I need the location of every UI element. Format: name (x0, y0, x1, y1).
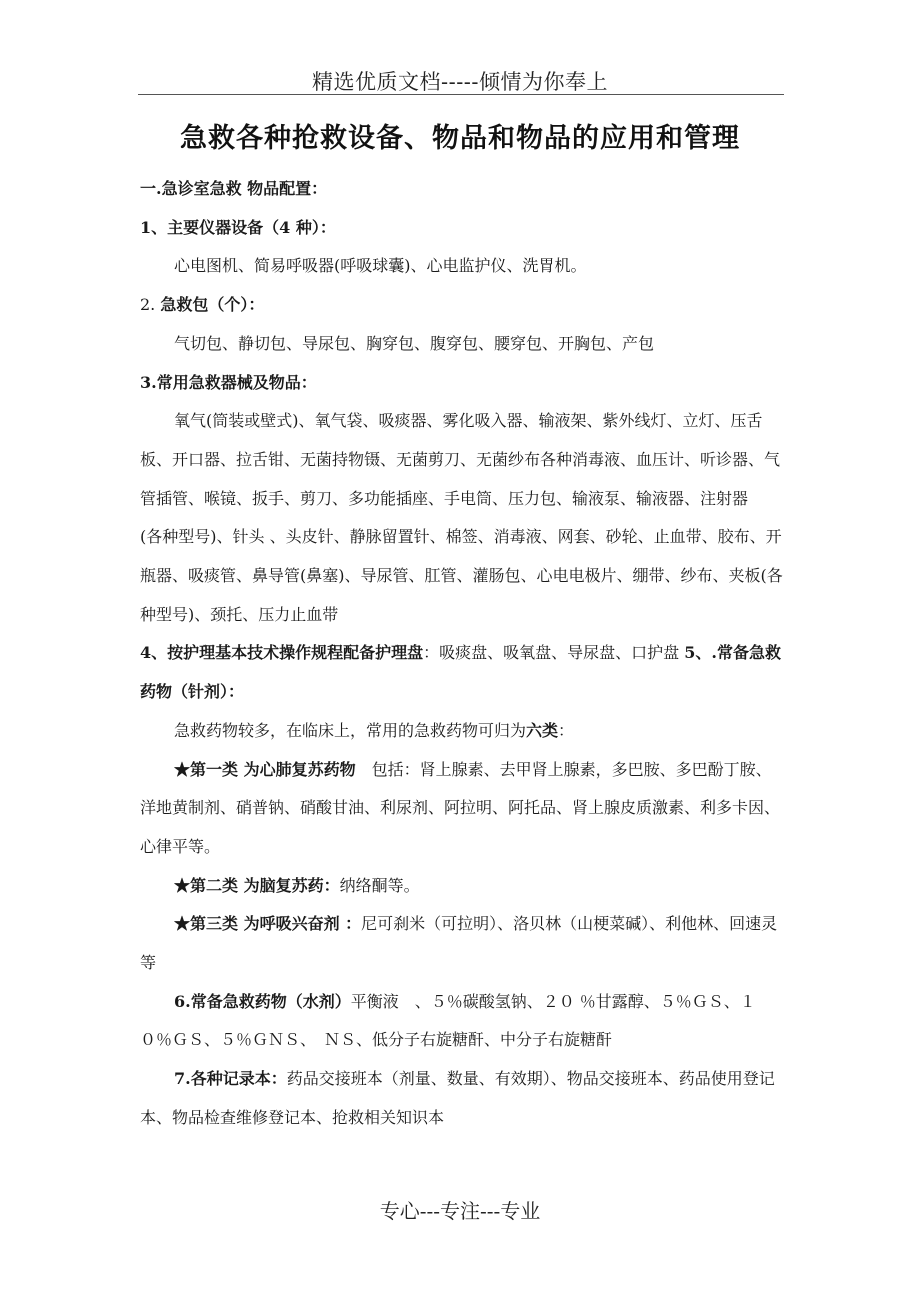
section-1-1-heading: 1、主要仪器设备（4 种）： (140, 217, 336, 237)
section-2-body: 气切包、静切包、导尿包、胸穿包、腹穿包、腰穿包、开胸包、产包 (174, 333, 655, 353)
document-body (140, 170, 784, 1138)
section-1-1-body: 心电图机、简易呼吸器(呼吸球囊)、心电监护仪、洗胃机。 (174, 256, 587, 276)
page-header: 精选优质文档-----倾情为你奉上 (312, 70, 608, 94)
drug-class-2 (140, 867, 784, 906)
section-6-heading: 6.常备急救药物（水剂） (174, 991, 351, 1011)
section-2-heading-line (140, 286, 784, 325)
six-classes-emphasis: 六类 (526, 720, 559, 740)
drug-class-1 (140, 751, 784, 867)
section-7 (140, 1060, 784, 1137)
section-7-body: 药品交接班本（剂量、数量、有效期）、物品交接班本、药品使用登记本、物品检查维修登记本、抢救相关知识本 (140, 1069, 775, 1127)
header-divider (138, 94, 784, 95)
document-title: 急救各种抢救设备、物品和物品的应用和管理 (180, 123, 740, 154)
drug-class-3-body: 尼可刹米（可拉明）、洛贝林（山梗菜碱）、利他林、回速灵等 (140, 914, 778, 973)
drug-class-1-body: 包括：肾上腺素、去甲肾上腺素，多巴胺、多巴酚丁胺、洋地黄制剂、硝普钠、硝酸甘油、利尿剂、阿拉明、阿托品、肾上腺皮质激素、利多卡因、心律平等。 (140, 759, 781, 856)
page-footer: 专心---专注---专业 (379, 1199, 541, 1223)
drug-class-1-label: ★第一类 为心肺复苏药物 (174, 759, 356, 779)
drug-class-3 (140, 905, 784, 982)
section-4-body: ：吸痰盘、吸氧盘、导尿盘、口护盘 (423, 643, 680, 663)
section-3-heading: 3.常用急救器械及物品： (140, 372, 317, 392)
section-4-heading: 4、按护理基本技术操作规程配备护理盘 (140, 643, 424, 663)
section-5-intro-text: 急救药物较多，在临床上，常用的急救药物可归为 (174, 720, 527, 740)
section-5-intro-colon: ： (558, 720, 575, 740)
section-6 (140, 983, 784, 1060)
section-2-heading: 急救包（个）： (160, 295, 265, 315)
section-2-number: 2. (140, 295, 156, 315)
section-5-heading: 5、.常备急救药物（针剂）： (140, 643, 781, 702)
drug-class-2-body: 纳络酮等。 (339, 875, 420, 895)
section-5-intro (140, 712, 784, 751)
section-4-5-paragraph (140, 634, 784, 711)
drug-class-2-label: ★第二类 为脑复苏药： (174, 875, 340, 895)
section-7-heading: 7.各种记录本： (174, 1069, 287, 1089)
section-3-body: 氧气(筒装或壁式)、氧气袋、吸痰器、雾化吸入器、输液架、紫外线灯、立灯、压舌板、开口器、拉舌钳、无菌持物镊、无菌剪刀、无菌纱布各种消毒液、血压计、听诊器、气管插管、喉镜、扳手、剪刀、多功能插座、手电筒、压力包、输液泵、输液器、注射器 (各种型号)、针头 、头皮针、静脉留置针、棉签、消毒液、网套、砂轮、止血带、胶布、开瓶器、吸痰管、鼻导管(鼻塞)、导尿管、肛管、灌肠包、心电电极片、绷带、纱布、夹板(各种型号)、颈托、压力止血带 (140, 411, 783, 624)
drug-class-3-label: ★第三类 为呼吸兴奋剂 ： (174, 914, 362, 934)
section-6-body: 平衡液 、５％碳酸氢钠、２０ ％甘露醇、５％ＧＳ、１０％ＧＳ、５％ＧＮＳ、 ＮＳ、低分子右旋糖酐、中分子右旋糖酐 (140, 991, 756, 1050)
section-1-heading: 一.急诊室急救 物品配置： (140, 179, 328, 198)
